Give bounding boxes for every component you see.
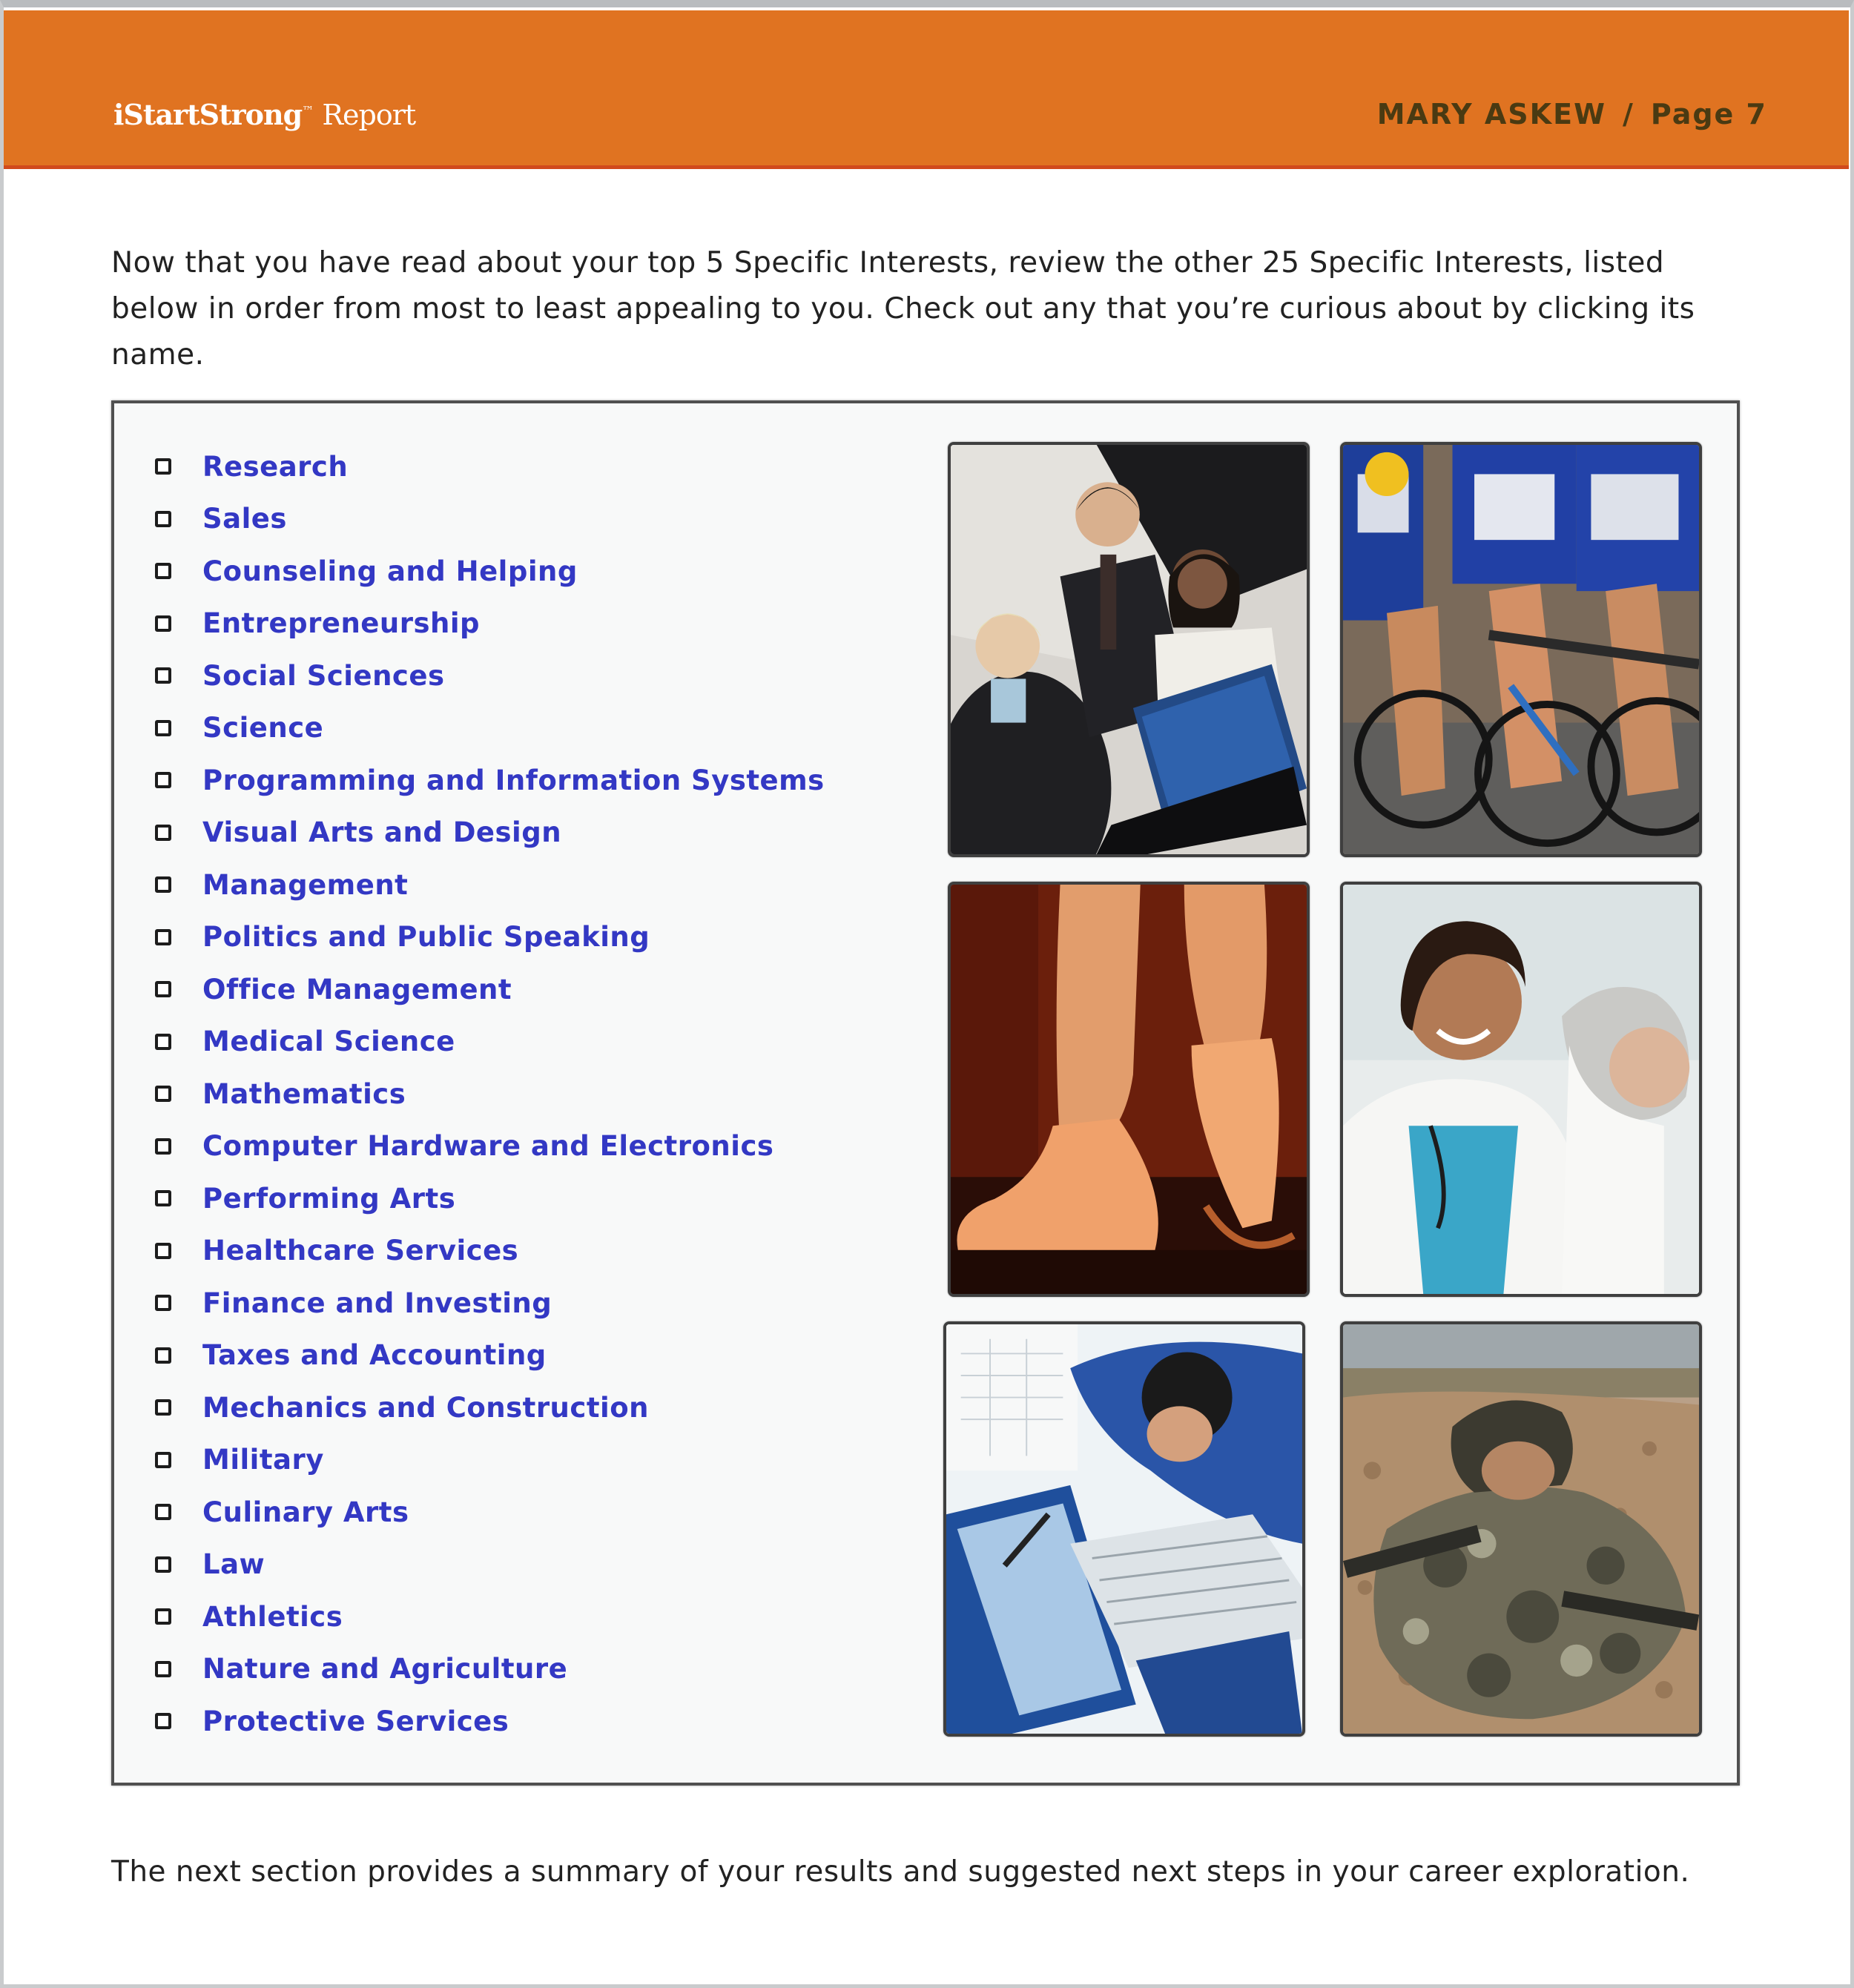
checkbox-icon <box>155 511 171 527</box>
interest-link[interactable]: Mathematics <box>202 1077 406 1110</box>
interest-link[interactable]: Management <box>202 868 409 901</box>
interest-link[interactable]: Social Sciences <box>202 659 445 692</box>
interest-link[interactable]: Entrepreneurship <box>202 607 481 640</box>
interest-link[interactable]: Protective Services <box>202 1705 509 1737</box>
checkbox-icon <box>155 1608 171 1625</box>
photo-soldier <box>1340 1321 1702 1737</box>
interest-item <box>155 911 971 964</box>
interest-item <box>155 1434 971 1487</box>
checkbox-icon <box>155 1661 171 1677</box>
checkbox-icon <box>155 458 171 475</box>
checkbox-icon <box>155 1347 171 1364</box>
interest-link[interactable]: Sales <box>202 503 287 535</box>
interest-item <box>155 493 971 546</box>
interest-link[interactable]: Counseling and Helping <box>202 555 578 587</box>
interest-link[interactable]: Nature and Agriculture <box>202 1653 568 1685</box>
interest-item <box>155 1016 971 1069</box>
checkbox-icon <box>155 981 171 997</box>
checkbox-icon <box>155 1713 171 1729</box>
interest-link[interactable]: Medical Science <box>202 1026 455 1058</box>
interest-link[interactable]: Science <box>202 712 324 744</box>
checkbox-icon <box>155 667 171 684</box>
interest-item <box>155 1225 971 1278</box>
interest-item <box>155 963 971 1016</box>
photo-ballet-feet <box>948 882 1310 1297</box>
interest-link[interactable]: Visual Arts and Design <box>202 816 562 849</box>
page-number: Page 7 <box>1650 98 1767 131</box>
checkbox-icon <box>155 1295 171 1311</box>
checkbox-icon <box>155 615 171 632</box>
interest-link[interactable]: Culinary Arts <box>202 1496 409 1528</box>
interest-item <box>155 754 971 807</box>
checkbox-icon <box>155 1086 171 1102</box>
interest-item <box>155 1172 971 1225</box>
interest-item <box>155 1277 971 1330</box>
interest-link[interactable]: Mechanics and Construction <box>202 1391 649 1424</box>
checkbox-icon <box>155 1034 171 1050</box>
photo-finance <box>943 1321 1305 1737</box>
brand-logo: iStartStrong™ Report <box>113 98 416 131</box>
checkbox-icon <box>155 772 171 788</box>
interest-link[interactable]: Healthcare Services <box>202 1235 519 1267</box>
checkbox-icon <box>155 563 171 579</box>
interest-list <box>155 440 971 1748</box>
checkbox-icon <box>155 1556 171 1573</box>
interest-item <box>155 598 971 650</box>
photo-business-team <box>948 442 1310 857</box>
checkbox-icon <box>155 825 171 841</box>
checkbox-icon <box>155 1399 171 1416</box>
interest-link[interactable]: Taxes and Accounting <box>202 1339 547 1372</box>
interest-item <box>155 1381 971 1434</box>
interests-panel <box>111 400 1740 1786</box>
checkbox-icon <box>155 1243 171 1259</box>
interest-item <box>155 440 971 493</box>
interest-link[interactable]: Finance and Investing <box>202 1287 552 1319</box>
user-name: MARY ASKEW <box>1376 98 1606 131</box>
checkbox-icon <box>155 929 171 945</box>
interest-link[interactable]: Computer Hardware and Electronics <box>202 1130 774 1163</box>
interest-link[interactable]: Athletics <box>202 1600 343 1633</box>
interest-link[interactable]: Politics and Public Speaking <box>202 921 650 954</box>
interest-item <box>155 807 971 859</box>
photo-healthcare <box>1340 882 1702 1297</box>
checkbox-icon <box>155 1504 171 1520</box>
interest-item <box>155 650 971 702</box>
interest-link[interactable]: Research <box>202 450 349 483</box>
checkbox-icon <box>155 720 171 736</box>
interest-item <box>155 1120 971 1173</box>
interest-link[interactable]: Military <box>202 1444 324 1476</box>
interest-item <box>155 702 971 755</box>
checkbox-icon <box>155 1138 171 1155</box>
report-header <box>4 10 1849 169</box>
page-info <box>1377 98 1767 131</box>
photo-cyclists <box>1340 442 1702 857</box>
footer-paragraph: The next section provides a summary of your results and suggested next steps in your career exploration. <box>111 1855 1690 1889</box>
intro-paragraph: Now that you have read about your top 5 Specific Interests, review the other 25 Specific Interests, listed below in order from most to least appealing to you. Check out any that you’re curious about by clicking its name. <box>111 246 1695 371</box>
interest-item <box>155 1591 971 1643</box>
checkbox-icon <box>155 1190 171 1206</box>
interest-item <box>155 1539 971 1591</box>
interest-item <box>155 1486 971 1539</box>
interest-link[interactable]: Performing Arts <box>202 1182 456 1215</box>
interest-item <box>155 1695 971 1748</box>
interest-link[interactable]: Office Management <box>202 973 512 1005</box>
checkbox-icon <box>155 1452 171 1468</box>
interest-item <box>155 1330 971 1382</box>
checkbox-icon <box>155 876 171 893</box>
interest-item <box>155 1643 971 1696</box>
interest-item <box>155 859 971 911</box>
interest-item <box>155 545 971 598</box>
interest-link[interactable]: Programming and Information Systems <box>202 764 825 796</box>
separator: / <box>1622 98 1634 131</box>
interest-item <box>155 1068 971 1120</box>
interest-link[interactable]: Law <box>202 1548 265 1581</box>
